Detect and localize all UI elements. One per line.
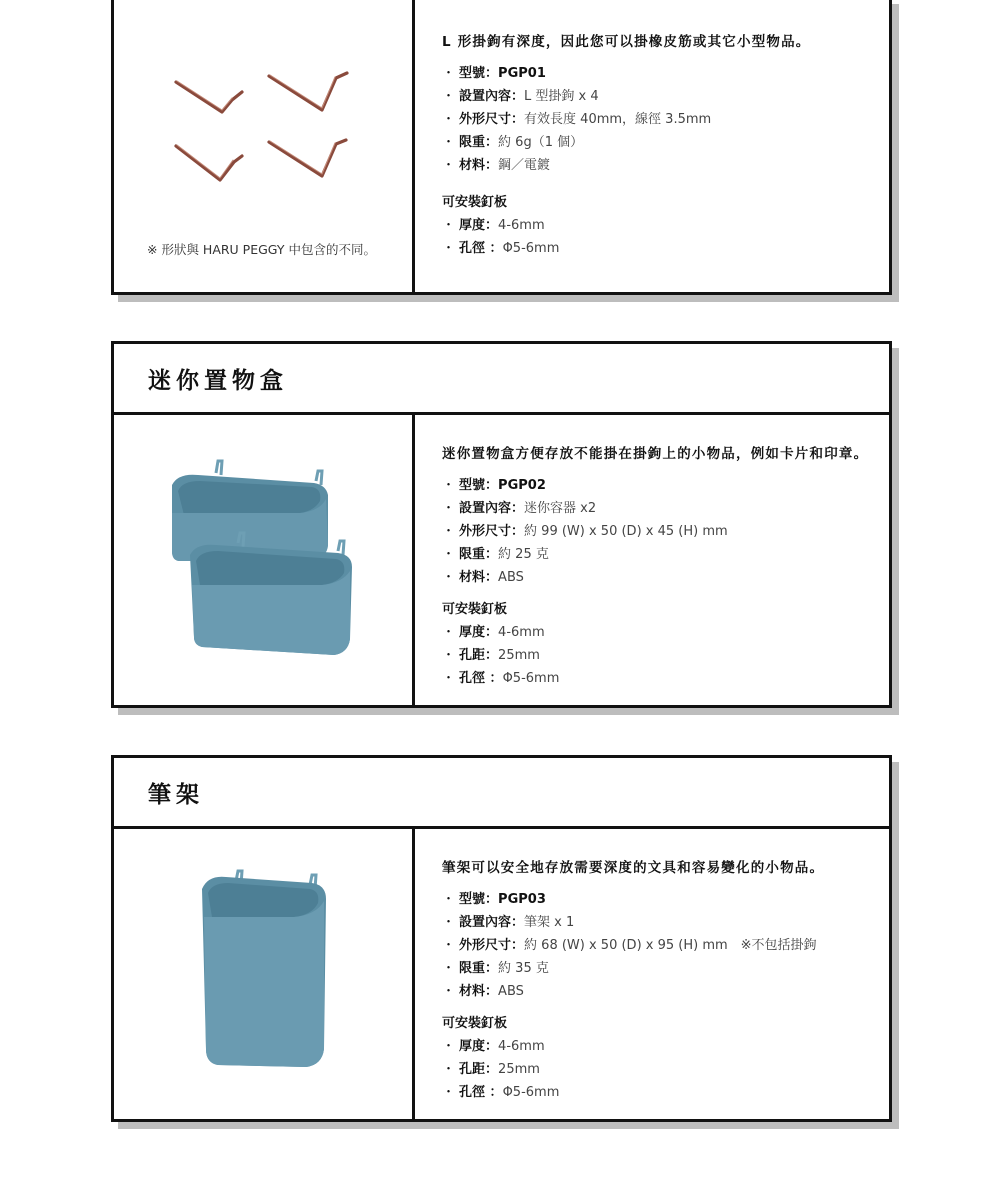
spec-weight-limit: ・ 限重：約 35 克 [442, 961, 549, 976]
penholder-details [415, 829, 889, 1119]
penholder-title: 筆架 [114, 758, 889, 829]
board-hole-pitch: ・ 孔距：25mm [442, 648, 540, 663]
minibox-details [415, 415, 889, 705]
minibox-card [111, 341, 892, 708]
board-thickness: ・ 厚度：4-6mm [442, 1039, 545, 1054]
shape-note: ※ 形狀與 HARU PEGGY 中包含的不同。 [147, 242, 376, 257]
penholder-intro: 筆架可以安全地存放需要深度的文具和容易變化的小物品。 [442, 860, 825, 876]
spec-weight-limit: ・ 限重：約 6g（1 個） [442, 135, 584, 150]
spec-contents: ・ 設置內容：L 型掛鉤 x 4 [442, 89, 599, 104]
spec-model: ・ 型號：PGP03 [442, 892, 546, 907]
board-hole-diameter: ・ 孔徑 ：Φ5-6mm [442, 241, 560, 256]
board-hole-diameter: ・ 孔徑 ：Φ5-6mm [442, 1085, 560, 1100]
hook-details [415, 0, 889, 292]
board-title: 可安裝釘板 [442, 195, 508, 210]
spec-contents: ・ 設置內容：迷你容器 x2 [442, 501, 597, 516]
mini-box-image [114, 415, 412, 705]
spec-material: ・ 材料：ABS [442, 570, 524, 585]
spec-dimensions: ・ 外形尺寸：約 68 (W) x 50 (D) x 95 (H) mm ※不包括掛鉤 [442, 938, 817, 953]
spec-model: ・ 型號：PGP02 [442, 478, 546, 493]
l-hook-image [114, 60, 412, 260]
minibox-image-panel [114, 415, 415, 705]
board-title: 可安裝釘板 [442, 1016, 508, 1031]
spec-dimensions: ・ 外形尺寸：約 99 (W) x 50 (D) x 45 (H) mm [442, 524, 728, 539]
minibox-intro: 迷你置物盒方便存放不能掛在掛鉤上的小物品，例如卡片和印章。 [442, 446, 869, 462]
spec-dimensions: ・ 外形尺寸：有效長度 40mm，線徑 3.5mm [442, 112, 712, 127]
hook-spec-list [442, 62, 889, 177]
spec-weight-limit: ・ 限重：約 25 克 [442, 547, 549, 562]
hook-card [111, 0, 892, 295]
pen-holder-image [114, 829, 412, 1119]
minibox-title: 迷你置物盒 [114, 344, 889, 415]
spec-contents: ・ 設置內容：筆架 x 1 [442, 915, 575, 930]
spec-model: ・ 型號：PGP01 [442, 66, 546, 81]
board-hole-pitch: ・ 孔距：25mm [442, 1062, 540, 1077]
penholder-card [111, 755, 892, 1122]
spec-material: ・ 材料：ABS [442, 984, 524, 999]
spec-material: ・ 材料：鋼／電鍍 [442, 158, 551, 173]
hook-intro: L 形掛鉤有深度，因此您可以掛橡皮筋或其它小型物品。 [442, 34, 811, 50]
hook-image-panel [114, 0, 415, 292]
penholder-image-panel [114, 829, 415, 1119]
penholder-spec-list [442, 888, 889, 1003]
board-hole-diameter: ・ 孔徑 ：Φ5-6mm [442, 671, 560, 686]
board-thickness: ・ 厚度：4-6mm [442, 218, 545, 233]
board-thickness: ・ 厚度：4-6mm [442, 625, 545, 640]
minibox-spec-list [442, 474, 889, 589]
board-title: 可安裝釘板 [442, 602, 508, 617]
